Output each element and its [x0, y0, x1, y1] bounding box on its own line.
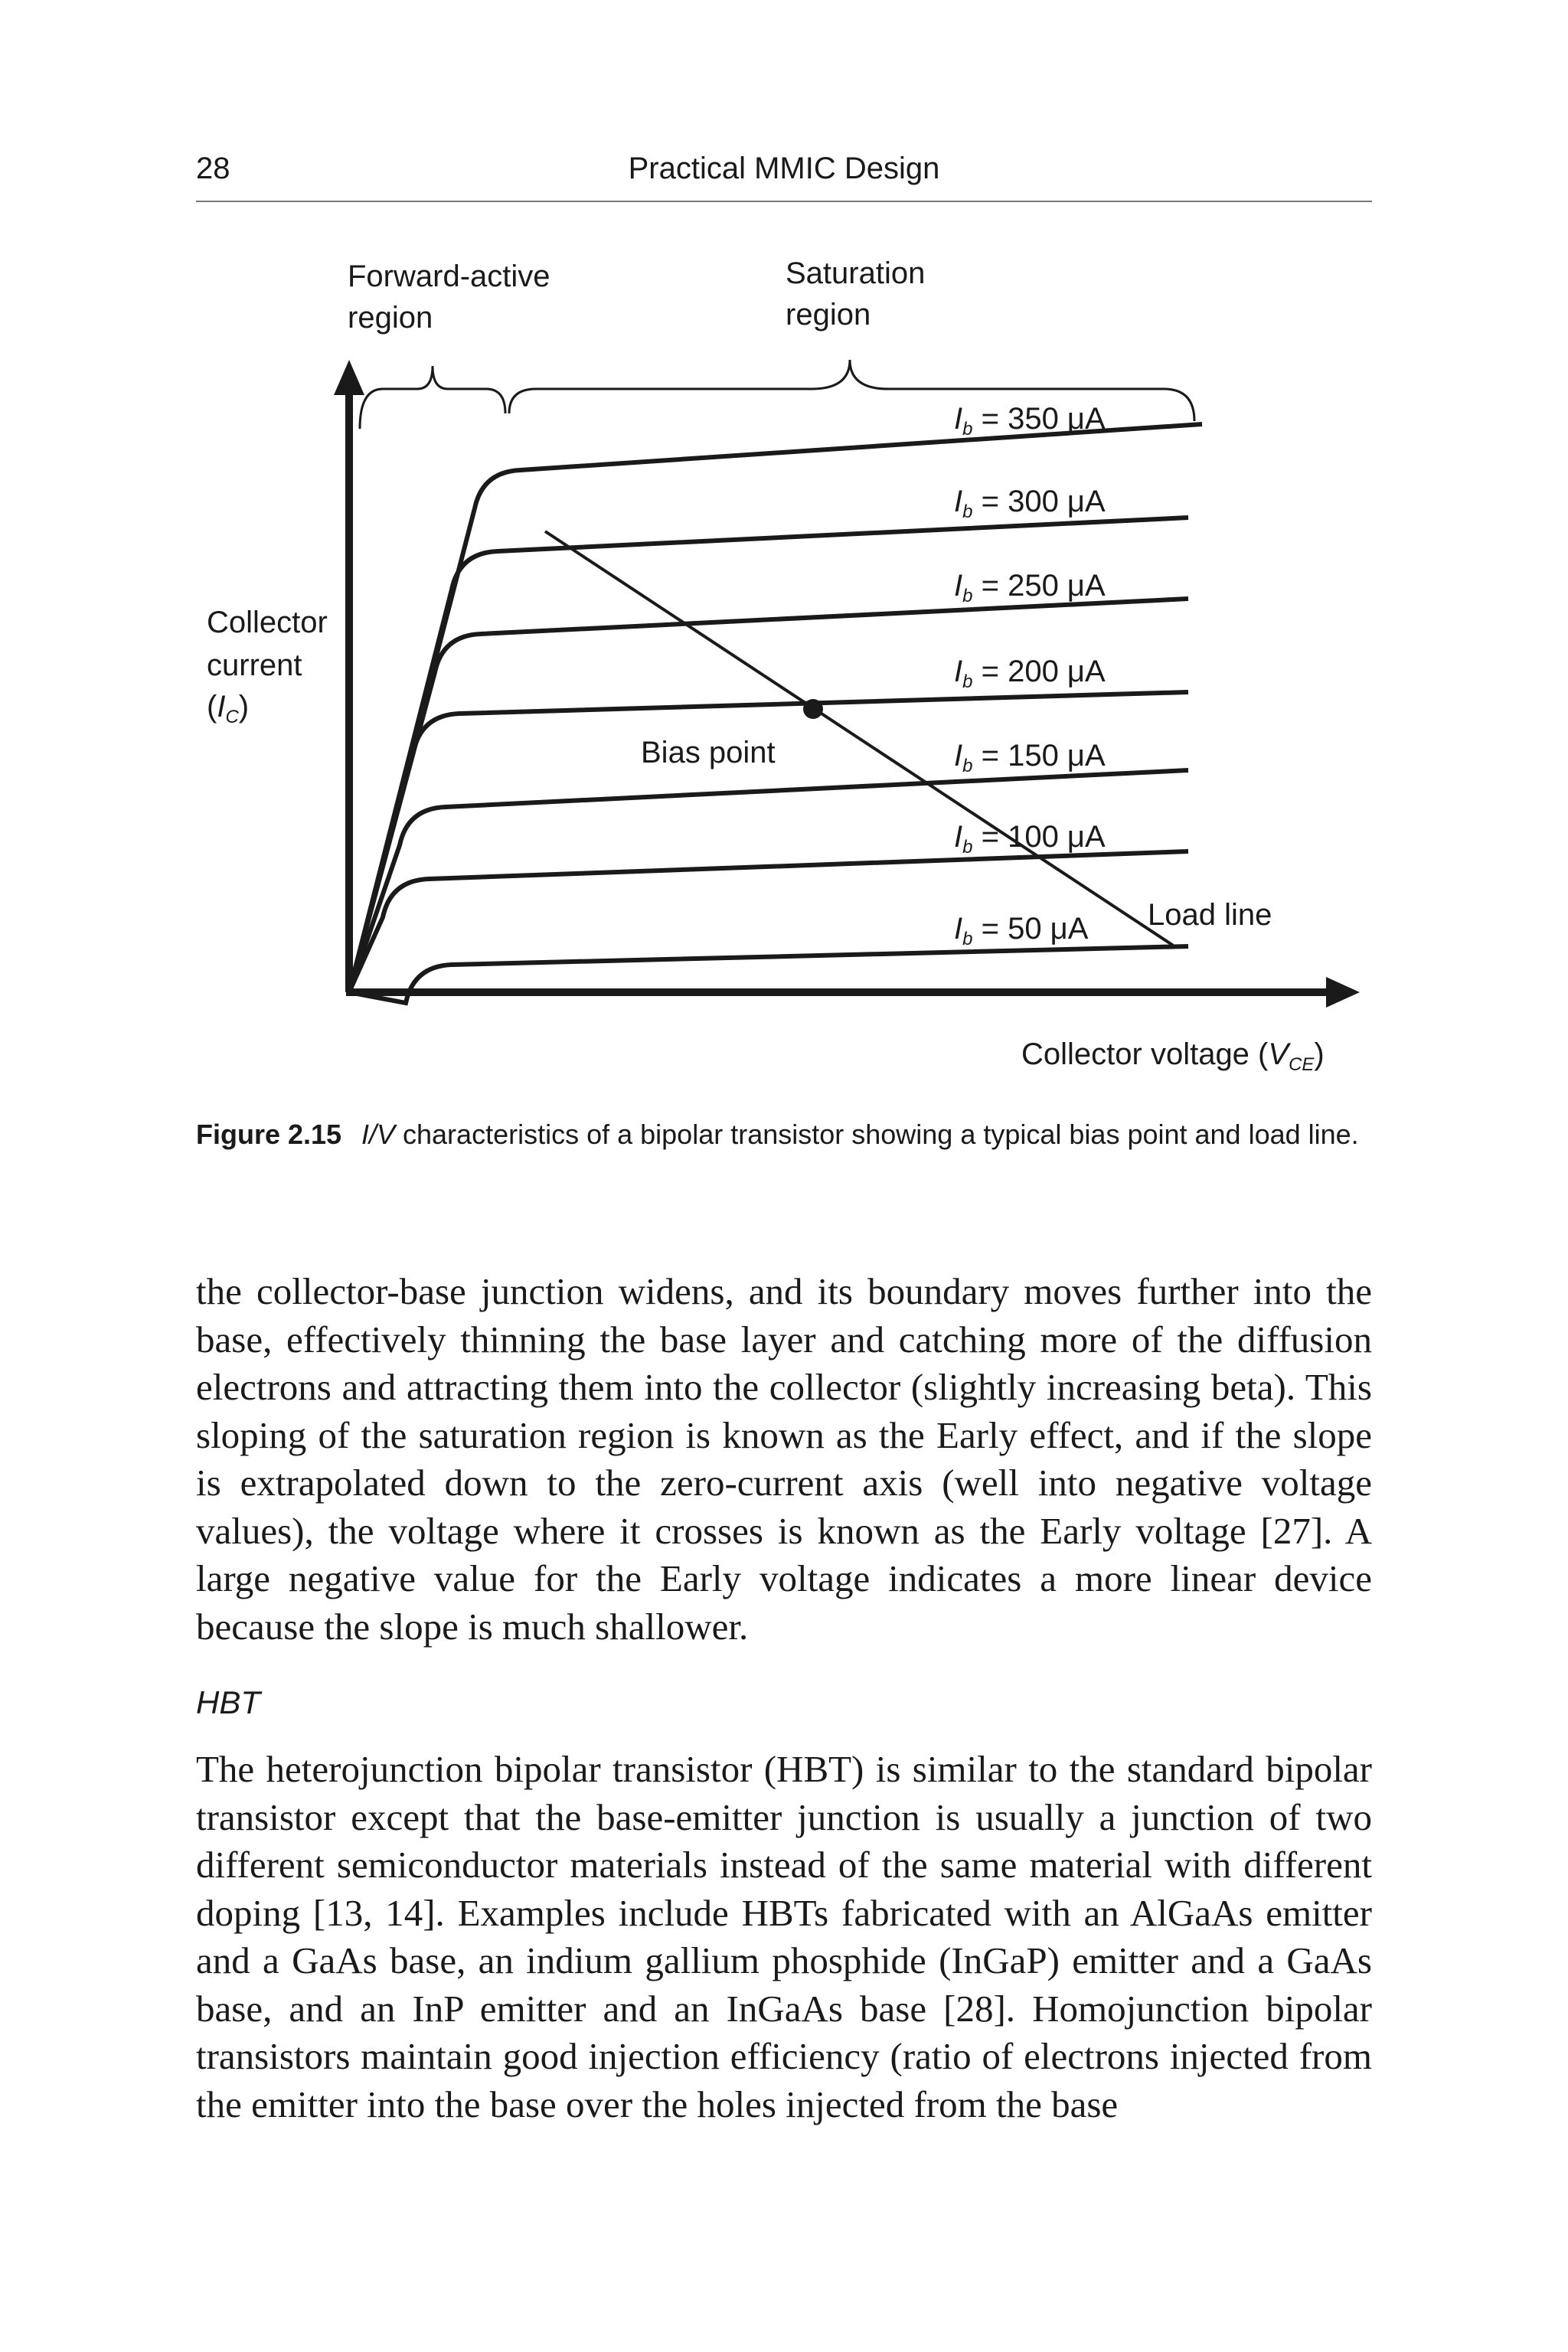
bias-point-marker [803, 699, 823, 719]
page-number: 28 [196, 152, 230, 185]
bias-point-label: Bias point [641, 736, 776, 769]
ib-label-6: $I_b = 100$ μA [954, 820, 1106, 858]
y-axis-arrowhead [334, 360, 364, 395]
x-axis-label: Collector voltage $(V_{CE})$ [1021, 1037, 1325, 1075]
load-line-label: Load line [1148, 898, 1272, 932]
saturation-label-line2: region [786, 298, 871, 332]
figure-caption [196, 1115, 1372, 1155]
ib-label-3: $I_b = 250$ μA [954, 569, 1106, 606]
y-axis-label-symbol: $(I_C)$ [207, 690, 250, 727]
curve-labels [954, 402, 1106, 949]
running-title: Practical MMIC Design [628, 152, 940, 185]
section-heading-hbt: HBT [196, 1684, 260, 1720]
caption-text [361, 1115, 1372, 1155]
ib-label-2: $I_b = 300$ μA [954, 485, 1106, 522]
forward-active-label-line2: region [348, 301, 433, 335]
forward-active-brace [360, 366, 505, 429]
ib-label-7: $I_b = 50$ μA [954, 912, 1089, 949]
y-axis-label-line1: Collector [207, 606, 328, 639]
ib-label-1: $I_b = 350$ μA [954, 402, 1106, 439]
caption-italic-iv: I/V [361, 1119, 396, 1150]
ib-label-4: $I_b = 200$ μA [954, 655, 1106, 692]
saturation-label-line1: Saturation [786, 256, 926, 290]
paragraph-hbt: The heterojunction bipolar transistor (HBT) is similar to the standard bipolar transistor except that the base-emitter junction is usually a junction of two different semiconductor materials instead of the same material with different doping [13, 14]. Examples include HBTs fabricated with an AlGaAs emitter and a GaAs base, an indium gallium phosphide (InGaP) emitter and a GaAs base, and an InP emitter and an InGaAs base [28]. Homojunction bipolar transistors maintain good injection efficiency (ratio of electrons injected from the emitter into the base over the holes injected from the base [196, 1748, 1372, 2125]
caption-body: characteristics of a bipolar transistor showing a typical bias point and load line. [395, 1119, 1359, 1150]
ib-label-5: $I_b = 150$ μA [954, 739, 1106, 776]
caption-label: Figure 2.15 [196, 1119, 342, 1150]
forward-active-label-line1: Forward-active [348, 260, 550, 293]
paragraph-early-effect: the collector-base junction widens, and its boundary moves further into the base, effectively thinning the base layer and catching more of the diffusion electrons and attracting them into the collector (slightly increasing beta). This sloping of the saturation region is known as the Early effect, and if the slope is extrapolated down to the zero-current axis (well into negative voltage values), the voltage where it crosses is known as the Early voltage [27]. A large negative value for the Early voltage indicates a more linear device because the slope is much shallower. [196, 1270, 1372, 1648]
iv-characteristics-figure [0, 0, 1568, 1102]
x-axis-arrowhead [1326, 977, 1360, 1008]
y-axis-label-line2: current [207, 648, 302, 682]
